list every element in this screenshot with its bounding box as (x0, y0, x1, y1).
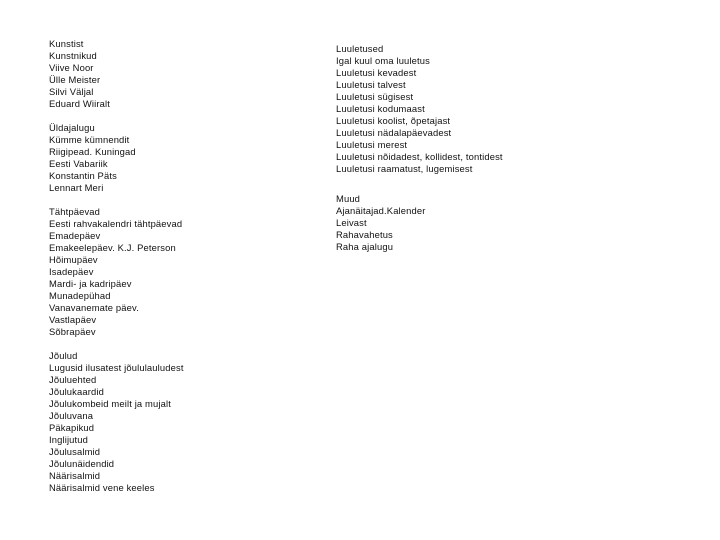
list-item[interactable]: Vastlapäev (49, 314, 97, 325)
list-item[interactable]: Isadepäev (49, 266, 94, 277)
list-item[interactable]: Luuletusi nõidadest, kollidest, tontidest (336, 151, 503, 162)
list-item[interactable]: Inglijutud (49, 434, 89, 445)
section-muud (336, 193, 636, 253)
list-item[interactable]: Jõuluehted (49, 374, 97, 385)
right-column (336, 43, 636, 253)
list-item[interactable]: Eesti rahvakalendri tähtpäevad (49, 218, 183, 229)
list-item[interactable]: Lugusid ilusatest jõululauludest (49, 362, 184, 373)
list-item[interactable]: Munadepühad (49, 290, 111, 301)
section-heading[interactable]: Jõulud (49, 350, 78, 361)
list-item[interactable]: Konstantin Päts (49, 170, 117, 181)
list-item[interactable]: Luuletusi nädalapäevadest (336, 127, 452, 138)
list-item[interactable]: Kunstnikud (49, 50, 97, 61)
section-heading[interactable]: Tähtpäevad (49, 206, 101, 217)
list-item[interactable]: Sõbrapäev (49, 326, 96, 337)
section-heading[interactable]: Luuletused (336, 43, 384, 54)
list-item[interactable]: Luuletusi merest (336, 139, 408, 150)
list-item[interactable]: Lennart Meri (49, 182, 104, 193)
list-item[interactable]: Näärisalmid vene keeles (49, 482, 155, 493)
list-item[interactable]: Luuletusi kevadest (336, 67, 417, 78)
list-item[interactable]: Luuletusi kodumaast (336, 103, 425, 114)
section-heading[interactable]: Kunstist (49, 38, 84, 49)
list-item[interactable]: Päkapikud (49, 422, 95, 433)
section-kunstist (49, 38, 299, 110)
list-item[interactable]: Eduard Wiiralt (49, 98, 110, 109)
list-item[interactable]: Luuletusi koolist, õpetajast (336, 115, 451, 126)
list-item[interactable]: Riigipead. Kuningad (49, 146, 136, 157)
list-item[interactable]: Näärisalmid (49, 470, 101, 481)
list-item[interactable]: Rahavahetus (336, 229, 393, 240)
list-item[interactable]: Jõuluvana (49, 410, 94, 421)
list-item[interactable]: Emakeelepäev. K.J. Peterson (49, 242, 176, 253)
list-item[interactable]: Eesti Vabariik (49, 158, 108, 169)
list-item[interactable]: Viive Noor (49, 62, 94, 73)
list-item[interactable]: Mardi- ja kadripäev (49, 278, 132, 289)
left-column (49, 38, 299, 494)
list-item[interactable]: Jõulusalmid (49, 446, 101, 457)
list-item[interactable]: Luuletusi raamatust, lugemisest (336, 163, 473, 174)
section-joulud (49, 350, 299, 494)
list-item[interactable]: Jõulukombeid meilt ja mujalt (49, 398, 171, 409)
list-item[interactable]: Igal kuul oma luuletus (336, 55, 430, 66)
section-tahtpaevad (49, 206, 299, 338)
list-item[interactable]: Vanavanemate päev. (49, 302, 139, 313)
list-item[interactable]: Ajanäitajad.Kalender (336, 205, 426, 216)
list-item[interactable]: Jõulunäidendid (49, 458, 115, 469)
list-item[interactable]: Luuletusi sügisest (336, 91, 414, 102)
section-luuletused (336, 43, 636, 175)
list-item[interactable]: Kümme kümnendit (49, 134, 130, 145)
list-item[interactable]: Luuletusi talvest (336, 79, 406, 90)
list-item[interactable]: Raha ajalugu (336, 241, 394, 252)
list-item[interactable]: Ülle Meister (49, 74, 101, 85)
list-item[interactable]: Leivast (336, 217, 367, 228)
list-item[interactable]: Jõulukaardid (49, 386, 104, 397)
list-item[interactable]: Emadepäev (49, 230, 101, 241)
list-item[interactable]: Hõimupäev (49, 254, 98, 265)
list-item[interactable]: Silvi Väljal (49, 86, 94, 97)
section-uldajalugu (49, 122, 299, 194)
section-heading[interactable]: Muud (336, 193, 361, 204)
section-heading[interactable]: Üldajalugu (49, 122, 95, 133)
